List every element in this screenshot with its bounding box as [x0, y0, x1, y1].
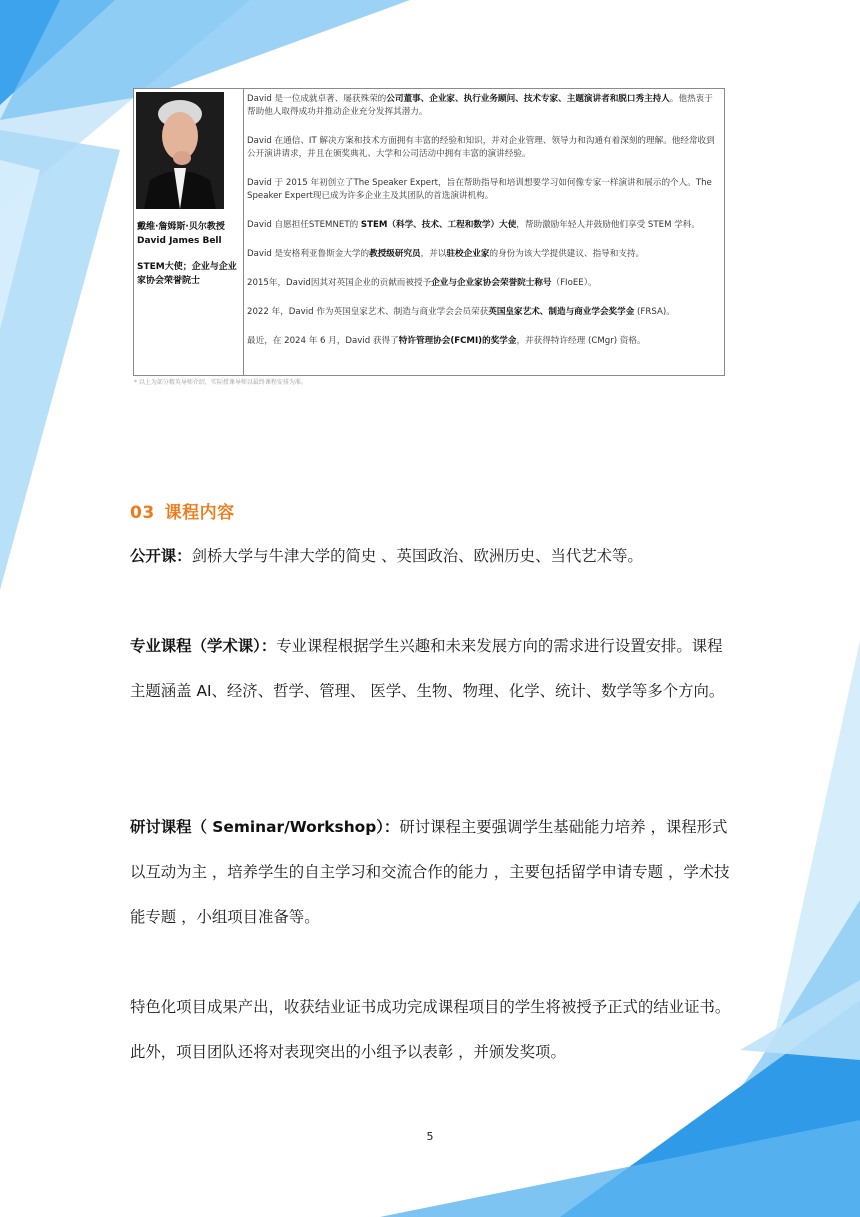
mentor-disclaimer-note: * 以上为部分精英导师介绍，实际授课导师以最终课程安排为准。	[134, 379, 307, 386]
academic-course-paragraph: 专业课程（学术课）：专业课程根据学生兴趣和未来发展方向的需求进行设置安排。课程主题涵盖 AI、经济、哲学、管理、 医学、生物、物理、化学、统计、数学等多个方向。	[130, 637, 725, 700]
public-course-paragraph: 公开课：剑桥大学与牛津大学的简史 、英国政治、欧洲历史、当代艺术等。	[130, 547, 643, 565]
bio-paragraph: David 是一位成就卓著、屡获殊荣的公司董事、企业家、执行业务顾问、技术专家、主题演讲者和脱口秀主持人。他热衷于帮助他人取得成功并推动企业充分发挥其潜力。	[247, 94, 713, 117]
mentor-name-cn: 戴维·詹姆斯·贝尔教授	[137, 222, 225, 232]
seminar-course-paragraph: 研讨课程（ Seminar/Workshop）：研讨课程主要强调学生基础能力培养 ，课程形式以互动为主 ，培养学生的自主学习和交流合作的能力 ，主要包括留学申请专题 ，学术技能专题 ，小组项目准备等。	[130, 818, 730, 926]
mentor-name-block	[137, 221, 243, 288]
mentor-name-en: David James Bell	[137, 235, 222, 246]
bio-paragraph: 2022 年，David 作为英国皇家艺术、制造与商业学会会员荣获英国皇家艺术、制造与商业学会奖学金 (FRSA)。	[247, 307, 675, 317]
mentor-bio	[247, 93, 719, 348]
bio-paragraph: 最近，在 2024 年 6 月，David 获得了特许管理协会(FCMI)的奖学金，并获得特许经理 (CMgr) 资格。	[247, 336, 646, 346]
section-heading	[130, 498, 235, 523]
page-number: 5	[426, 1130, 434, 1143]
mentor-title: STEM大使；企业与企业家协会荣誉院士	[137, 262, 237, 286]
section-title: 课程内容	[164, 503, 235, 523]
mentor-photo	[136, 92, 224, 209]
profile-left-column	[134, 89, 244, 375]
academic-course-label: 专业课程（学术课）：	[130, 637, 277, 655]
public-course-label: 公开课：	[130, 547, 192, 565]
bio-paragraph: David 在通信、IT 解决方案和技术方面拥有丰富的经验和知识，并对企业管理、领导力和沟通有着深刻的理解。他经常收到公开演讲请求，并且在颁奖典礼、大学和公司活动中拥有丰富的演讲经验。	[247, 136, 715, 159]
section-number: 03	[130, 503, 155, 523]
bio-paragraph: David 自愿担任STEMNET的 STEM（科学、技术、工程和数学）大使，帮助激励年轻人并鼓励他们享受 STEM 学科。	[247, 220, 700, 230]
outcome-paragraph: 特色化项目成果产出，收获结业证书成功完成课程项目的学生将被授予正式的结业证书。此外，项目团队还将对表现突出的小组予以表彰 ，并颁发奖项。	[130, 998, 731, 1061]
bio-paragraph: David 于 2015 年初创立了The Speaker Expert，旨在帮助指导和培训想要学习如何像专家一样演讲和展示的个人。The Speaker Expert现已成为许多企业主及其团队的首选演讲机构。	[247, 178, 712, 201]
bio-paragraph: 2015年，David因其对英国企业的贡献而被授予企业与企业家协会荣誉院士称号（FIoEE）。	[247, 278, 597, 288]
bio-paragraph: David 是安格利亚鲁斯金大学的教授级研究员，并以驻校企业家的身份为该大学提供建议、指导和支持。	[247, 249, 645, 259]
mentor-profile-table	[133, 88, 725, 376]
seminar-course-label: 研讨课程（ Seminar/Workshop）：	[130, 818, 400, 836]
